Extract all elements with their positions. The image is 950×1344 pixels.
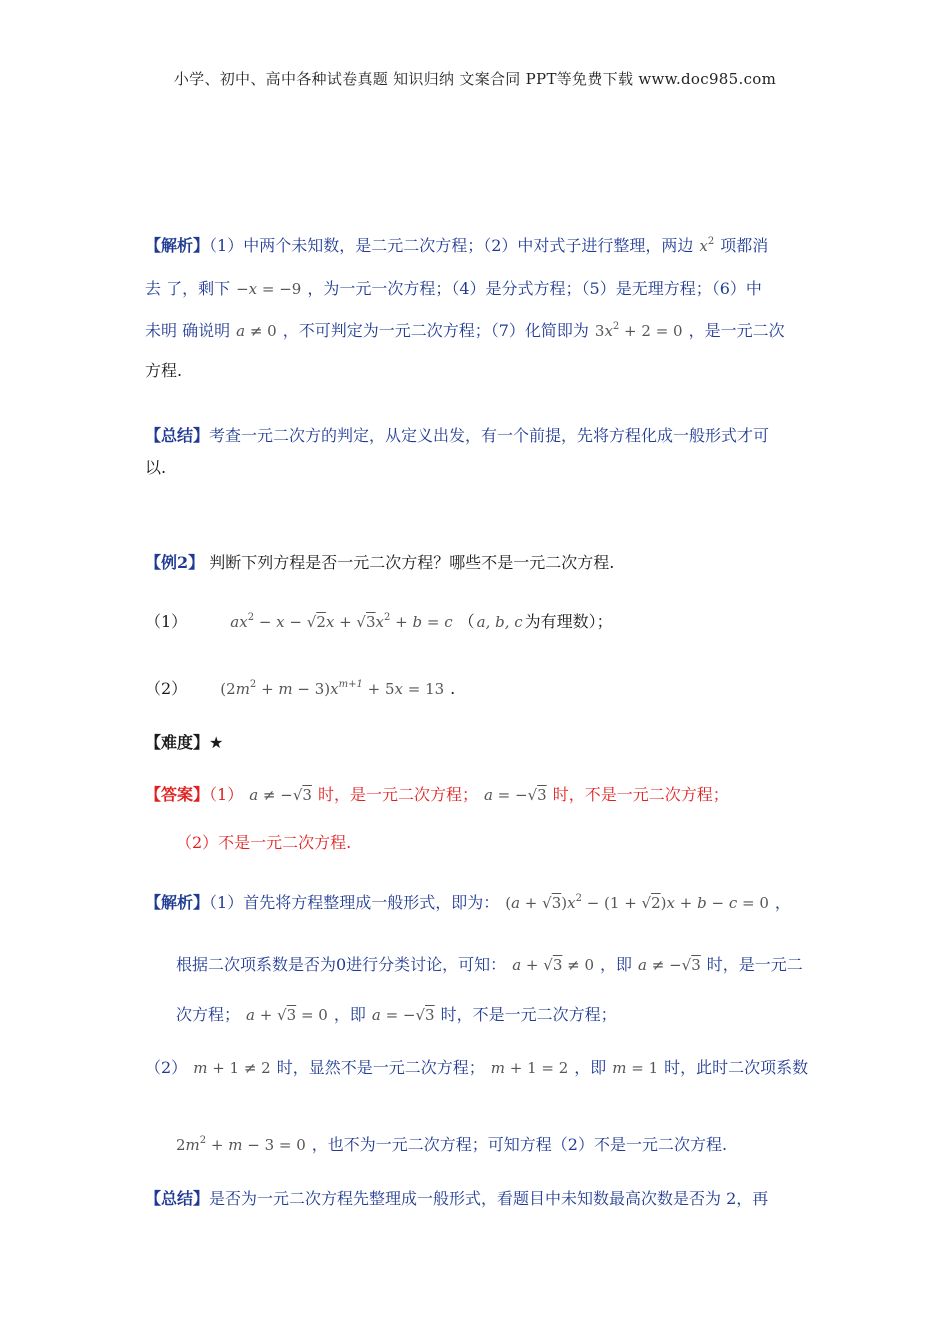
analysis-label: 【解析】	[145, 236, 210, 255]
analysis2-line-4: （2） m + 1 ≠ 2 时，显然不是一元二次方程； m + 1 = 2 ，即 m = 1 时，此时二次项系数	[145, 1058, 809, 1077]
summary2-label: 【总结】	[145, 1189, 210, 1208]
analysis-line-3: 未明 确说明 a ≠ 0 ，不可判定为一元二次方程；（7）化简即为 $3x^2 + 2 = 0$ ，是一元二次	[145, 321, 785, 340]
formula-a-neq-0: a ≠ 0	[236, 322, 277, 340]
analysis-line-2: 去 了，剩下 −x = −9 ，为一元一次方程；（4）是分式方程；（5）是无理方程；（6）中	[145, 279, 762, 298]
example-label: 【例2】	[145, 553, 205, 572]
difficulty-label: 【难度】	[145, 733, 210, 752]
example-2-item-2: （2） $(2m^2 + m - 3)x^{m+1} + 5x = 13$ .	[145, 679, 456, 698]
analysis2-line-2: 根据二次项系数是否为0进行分类讨论，可知： a + √3 ≠ 0 ，即 a ≠ −√3 时，是一元二	[176, 955, 803, 974]
formula-m1-neq-2: m + 1 ≠ 2	[193, 1059, 271, 1077]
answer-label: 【答案】	[145, 785, 210, 804]
difficulty-stars: ★	[209, 733, 224, 752]
analysis2-label: 【解析】	[145, 893, 210, 912]
analysis2-line-3: 次方程； a + √3 = 0 ，即 a = −√3 时，不是一元二次方程；	[176, 1005, 617, 1024]
summary-label: 【总结】	[145, 426, 210, 445]
formula-coef-eq-0: a + √3 = 0	[246, 1006, 328, 1024]
formula-a-neq-neg-sqrt3: a ≠ −√3	[249, 786, 312, 804]
analysis-line-1: 【解析】（1）中两个未知数，是二元二次方程；（2）中对式子进行整理，两边 $x^2$ 项都消	[145, 236, 769, 255]
formula-general-form: $(a + √3)x^2 - (1 + √2)x + b - c = 0$	[505, 893, 769, 912]
formula-eq1: $ax^2 - x - √2x + √3x^2 + b = c$	[230, 612, 453, 631]
formula-a-eq-neg-sqrt3: a = −√3	[483, 786, 547, 804]
summary-line-1: 【总结】考查一元二次方的判定，从定义出发，有一个前提，先将方程化成一般形式才可	[145, 426, 770, 445]
formula-m-eq-1: m = 1	[612, 1059, 659, 1077]
formula-x2: $x^2$	[699, 236, 715, 255]
formula-coef-neq-0: a + √3 ≠ 0	[512, 956, 595, 974]
analysis2-line-1: 【解析】（1）首先将方程整理成一般形式，即为： $(a + √3)x^2 - (1 + √2)x + b - c = 0$ ，	[145, 893, 791, 912]
example-2-item-1: （1） $ax^2 - x - √2x + √3x^2 + b = c$ （ a, b, c 为有理数）；	[145, 612, 613, 631]
formula-3x2: $3x^2 + 2 = 0$	[594, 321, 683, 340]
summary2-line-1: 【总结】是否为一元二次方程先整理成一般形式，看题目中未知数最高次数是否为 2，再	[145, 1189, 769, 1208]
answer-line-1: 【答案】（1） a ≠ −√3 时，是一元二次方程； a = −√3 时，不是一元二次方程；	[145, 785, 729, 804]
formula-eq2: $(2m^2 + m - 3)x^{m+1} + 5x = 13$	[220, 679, 445, 698]
formula-a-eq-neg-sqrt3-2: a = −√3	[371, 1006, 435, 1024]
formula-m1-eq-2: m + 1 = 2	[490, 1059, 569, 1077]
analysis2-line-5: $2m^2 + m - 3 = 0$ ，也不为一元二次方程；可知方程（2）不是一元二次方程.	[176, 1135, 728, 1154]
summary-line-2: 以.	[145, 458, 167, 477]
difficulty-line	[145, 730, 223, 753]
analysis-line-4: 方程.	[145, 361, 183, 380]
example-2-title: 【例2】 判断下列方程是否一元二次方程？哪些不是一元二次方程.	[145, 553, 615, 572]
formula-neg-x: −x = −9	[236, 280, 302, 298]
formula-coef-value: $2m^2 + m - 3 = 0$	[176, 1135, 306, 1154]
formula-a-neq-neg-sqrt3-2: a ≠ −√3	[638, 956, 701, 974]
page-header: 小学、初中、高中各种试卷真题 知识归纳 文案合同 PPT等免费下载 www.doc985.com	[173, 70, 777, 88]
answer-line-2: （2）不是一元二次方程.	[176, 833, 352, 852]
